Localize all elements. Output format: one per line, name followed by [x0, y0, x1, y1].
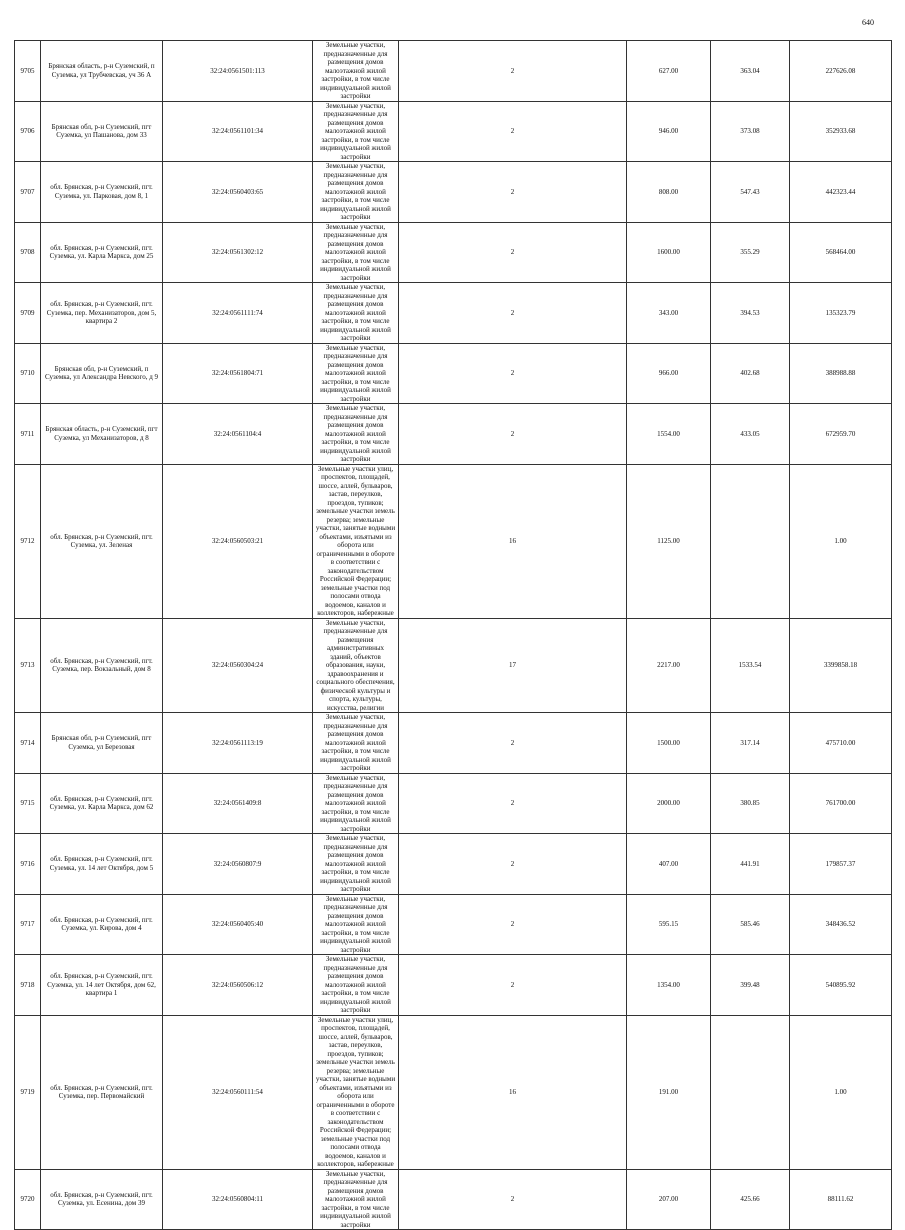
cadastral-number-cell: 32:24:0561409:8 — [163, 773, 313, 834]
area-cell: 1500.00 — [627, 713, 711, 774]
cadastral-value-cell: 135323.79 — [790, 283, 892, 344]
table-row — [15, 283, 892, 344]
row-number-cell: 9705 — [15, 41, 41, 102]
land-use-description-cell: Земельные участки, предназначенные для размещения домов малоэтажной жилой застройки, в том числе индивидуальной жилой застройки — [313, 404, 399, 465]
address-cell: Брянская обл, р-н Суземский, пгт Суземка, ул Пашанова, дом 33 — [41, 101, 163, 162]
area-cell: 946.00 — [627, 101, 711, 162]
land-use-description-cell: Земельные участки, предназначенные для размещения домов малоэтажной жилой застройки, в том числе индивидуальной жилой застройки — [313, 834, 399, 895]
cadastral-number-cell: 32:24:0561113:19 — [163, 713, 313, 774]
area-cell: 1125.00 — [627, 464, 711, 618]
cadastral-number-cell: 32:24:0560503:21 — [163, 464, 313, 618]
cadastral-value-cell: 352933.68 — [790, 101, 892, 162]
area-cell: 1554.00 — [627, 404, 711, 465]
row-number-cell: 9715 — [15, 773, 41, 834]
land-use-description-cell: Земельные участки, предназначенные для размещения домов малоэтажной жилой застройки, в том числе индивидуальной жилой застройки — [313, 773, 399, 834]
row-number-cell: 9708 — [15, 222, 41, 283]
area-cell: 191.00 — [627, 1015, 711, 1169]
land-use-description-cell: Земельные участки улиц, проспектов, площадей, шоссе, аллей, бульваров, застав, переулков, проездов, тупиков; земельные участки земель резерва; земельные участки, занятые водными объектами, изъятыми из оборота или ограниченными в обороте в соответствии с законодательством Российской Федерации; земельные участки под полосами отвода водоемов, каналов и коллекторов, набережные — [313, 1015, 399, 1169]
address-cell: обл. Брянская, р-н Суземский, пгт. Суземка, ул. Карла Маркса, дом 62 — [41, 773, 163, 834]
group-number-cell: 2 — [399, 1169, 627, 1230]
address-cell: обл. Брянская, р-н Суземский, пгт. Суземка, ул. 14 лет Октября, дом 62, квартира 1 — [41, 955, 163, 1016]
cadastral-value-cell: 568464.00 — [790, 222, 892, 283]
land-use-description-cell: Земельные участки, предназначенные для размещения домов малоэтажной жилой застройки, в том числе индивидуальной жилой застройки — [313, 713, 399, 774]
cadastral-number-cell: 32:24:0561501:113 — [163, 41, 313, 102]
specific-value-cell: 441.91 — [711, 834, 790, 895]
cadastral-value-cell: 672959.70 — [790, 404, 892, 465]
cadastral-number-cell: 32:24:0561302:12 — [163, 222, 313, 283]
address-cell: обл. Брянская, р-н Суземский, пгт. Суземка, ул. Кирова, дом 4 — [41, 894, 163, 955]
row-number-cell: 9711 — [15, 404, 41, 465]
row-number-cell: 9720 — [15, 1169, 41, 1230]
specific-value-cell — [711, 464, 790, 618]
group-number-cell: 2 — [399, 834, 627, 895]
table-row — [15, 618, 892, 713]
address-cell: обл. Брянская, р-н Суземский, пгт. Суземка, пер. Первомайский — [41, 1015, 163, 1169]
group-number-cell: 2 — [399, 343, 627, 404]
table-row — [15, 894, 892, 955]
specific-value-cell: 402.68 — [711, 343, 790, 404]
row-number-cell: 9716 — [15, 834, 41, 895]
cadastral-number-cell: 32:24:0560111:54 — [163, 1015, 313, 1169]
table-row — [15, 713, 892, 774]
row-number-cell: 9706 — [15, 101, 41, 162]
address-cell: Брянская обл, р-н Суземский, пгт Суземка, ул Березовая — [41, 713, 163, 774]
cadastral-number-cell: 32:24:0561101:34 — [163, 101, 313, 162]
cadastral-value-cell: 475710.00 — [790, 713, 892, 774]
cadastral-value-cell: 3399858.18 — [790, 618, 892, 713]
area-cell: 2217.00 — [627, 618, 711, 713]
table-row — [15, 773, 892, 834]
cadastral-value-cell: 1.00 — [790, 1015, 892, 1169]
specific-value-cell: 585.46 — [711, 894, 790, 955]
table-row — [15, 41, 892, 102]
address-cell: обл. Брянская, р-н Суземский, пгт. Суземка, ул. 14 лет Октября, дом 5 — [41, 834, 163, 895]
specific-value-cell: 425.66 — [711, 1169, 790, 1230]
land-use-description-cell: Земельные участки улиц, проспектов, площадей, шоссе, аллей, бульваров, застав, переулков, проездов, тупиков; земельные участки земель резерва; земельные участки, занятые водными объектами, изъятыми из оборота или ограниченными в обороте в соответствии с законодательством Российской Федерации; земельные участки под полосами отвода водоемов, каналов и коллекторов, набережные — [313, 464, 399, 618]
cadastral-value-cell: 227626.08 — [790, 41, 892, 102]
cadastral-number-cell: 32:24:0560506:12 — [163, 955, 313, 1016]
table-row — [15, 1169, 892, 1230]
row-number-cell: 9714 — [15, 713, 41, 774]
cadastral-value-cell: 442323.44 — [790, 162, 892, 223]
row-number-cell: 9717 — [15, 894, 41, 955]
land-use-description-cell: Земельные участки, предназначенные для размещения домов малоэтажной жилой застройки, в том числе индивидуальной жилой застройки — [313, 101, 399, 162]
area-cell: 627.00 — [627, 41, 711, 102]
row-number-cell: 9718 — [15, 955, 41, 1016]
page-number: 640 — [862, 18, 874, 27]
group-number-cell: 16 — [399, 464, 627, 618]
cadastral-number-cell: 32:24:0560403:65 — [163, 162, 313, 223]
address-cell: обл. Брянская, р-н Суземский, пгт. Суземка, ул. Карла Маркса, дом 25 — [41, 222, 163, 283]
area-cell: 207.00 — [627, 1169, 711, 1230]
land-use-description-cell: Земельные участки, предназначенные для размещения административных зданий, объектов образования, науки, здравоохранения и социального обеспечения, физической культуры и спорта, культуры, искусства, религии — [313, 618, 399, 713]
row-number-cell: 9710 — [15, 343, 41, 404]
table-row — [15, 222, 892, 283]
row-number-cell: 9713 — [15, 618, 41, 713]
land-use-description-cell: Земельные участки, предназначенные для размещения домов малоэтажной жилой застройки, в том числе индивидуальной жилой застройки — [313, 162, 399, 223]
cadastral-value-cell: 88111.62 — [790, 1169, 892, 1230]
table-row — [15, 955, 892, 1016]
table-row — [15, 1015, 892, 1169]
specific-value-cell: 394.53 — [711, 283, 790, 344]
cadastral-value-cell: 388988.88 — [790, 343, 892, 404]
area-cell: 1600.00 — [627, 222, 711, 283]
land-use-description-cell: Земельные участки, предназначенные для размещения домов малоэтажной жилой застройки, в том числе индивидуальной жилой застройки — [313, 1169, 399, 1230]
group-number-cell: 2 — [399, 894, 627, 955]
land-use-description-cell: Земельные участки, предназначенные для размещения домов малоэтажной жилой застройки, в том числе индивидуальной жилой застройки — [313, 894, 399, 955]
group-number-cell: 17 — [399, 618, 627, 713]
address-cell: обл. Брянская, р-н Суземский, пгт. Суземка, пер. Механизаторов, дом 5, квартира 2 — [41, 283, 163, 344]
specific-value-cell: 317.14 — [711, 713, 790, 774]
cadastral-value-cell: 761700.00 — [790, 773, 892, 834]
address-cell: обл. Брянская, р-н Суземский, пгт. Суземка, ул. Есенина, дом 39 — [41, 1169, 163, 1230]
address-cell: Брянская область, р-н Суземский, п Суземка, ул Трубчевская, уч 36 А — [41, 41, 163, 102]
table-row — [15, 834, 892, 895]
cadastral-number-cell: 32:24:0561104:4 — [163, 404, 313, 465]
specific-value-cell: 380.85 — [711, 773, 790, 834]
area-cell: 407.00 — [627, 834, 711, 895]
address-cell: Брянская обл, р-н Суземский, п Суземка, ул Александра Невского, д 9 — [41, 343, 163, 404]
land-use-description-cell: Земельные участки, предназначенные для размещения домов малоэтажной жилой застройки, в том числе индивидуальной жилой застройки — [313, 343, 399, 404]
table-row — [15, 101, 892, 162]
row-number-cell: 9712 — [15, 464, 41, 618]
address-cell: обл. Брянская, р-н Суземский, пгт. Суземка, пер. Вокзальный, дом 8 — [41, 618, 163, 713]
group-number-cell: 2 — [399, 404, 627, 465]
row-number-cell: 9719 — [15, 1015, 41, 1169]
specific-value-cell: 363.04 — [711, 41, 790, 102]
specific-value-cell: 1533.54 — [711, 618, 790, 713]
table-row — [15, 464, 892, 618]
cadastral-number-cell: 32:24:0561111:74 — [163, 283, 313, 344]
area-cell: 966.00 — [627, 343, 711, 404]
land-use-description-cell: Земельные участки, предназначенные для размещения домов малоэтажной жилой застройки, в том числе индивидуальной жилой застройки — [313, 222, 399, 283]
area-cell: 2000.00 — [627, 773, 711, 834]
cadastral-number-cell: 32:24:0560405:40 — [163, 894, 313, 955]
group-number-cell: 2 — [399, 955, 627, 1016]
land-use-description-cell: Земельные участки, предназначенные для размещения домов малоэтажной жилой застройки, в том числе индивидуальной жилой застройки — [313, 955, 399, 1016]
area-cell: 1354.00 — [627, 955, 711, 1016]
address-cell: обл. Брянская, р-н Суземский, пгт. Суземка, ул. Зеленая — [41, 464, 163, 618]
address-cell: обл. Брянская, р-н Суземский, пгт. Суземка, ул. Парковая, дом 8, 1 — [41, 162, 163, 223]
cadastral-number-cell: 32:24:0560804:11 — [163, 1169, 313, 1230]
row-number-cell: 9707 — [15, 162, 41, 223]
table-body — [15, 41, 892, 1230]
cadastral-value-cell: 348436.52 — [790, 894, 892, 955]
group-number-cell: 2 — [399, 162, 627, 223]
group-number-cell: 2 — [399, 41, 627, 102]
specific-value-cell: 373.08 — [711, 101, 790, 162]
area-cell: 808.00 — [627, 162, 711, 223]
land-use-description-cell: Земельные участки, предназначенные для размещения домов малоэтажной жилой застройки, в том числе индивидуальной жилой застройки — [313, 41, 399, 102]
cadastral-value-cell: 179857.37 — [790, 834, 892, 895]
cadastral-number-cell: 32:24:0560807:9 — [163, 834, 313, 895]
cadastral-value-cell: 540895.92 — [790, 955, 892, 1016]
cadastral-table — [14, 40, 892, 1230]
specific-value-cell: 355.29 — [711, 222, 790, 283]
group-number-cell: 2 — [399, 773, 627, 834]
table-row — [15, 404, 892, 465]
table-row — [15, 162, 892, 223]
cadastral-value-cell: 1.00 — [790, 464, 892, 618]
table-row — [15, 343, 892, 404]
specific-value-cell: 433.05 — [711, 404, 790, 465]
land-use-description-cell: Земельные участки, предназначенные для размещения домов малоэтажной жилой застройки, в том числе индивидуальной жилой застройки — [313, 283, 399, 344]
area-cell: 343.00 — [627, 283, 711, 344]
group-number-cell: 16 — [399, 1015, 627, 1169]
row-number-cell: 9709 — [15, 283, 41, 344]
group-number-cell: 2 — [399, 101, 627, 162]
address-cell: Брянская область, р-н Суземский, пгт Суземка, ул Механизаторов, д 8 — [41, 404, 163, 465]
cadastral-number-cell: 32:24:0560304:24 — [163, 618, 313, 713]
area-cell: 595.15 — [627, 894, 711, 955]
specific-value-cell: 399.48 — [711, 955, 790, 1016]
specific-value-cell: 547.43 — [711, 162, 790, 223]
group-number-cell: 2 — [399, 713, 627, 774]
specific-value-cell — [711, 1015, 790, 1169]
cadastral-number-cell: 32:24:0561804:71 — [163, 343, 313, 404]
group-number-cell: 2 — [399, 222, 627, 283]
group-number-cell: 2 — [399, 283, 627, 344]
